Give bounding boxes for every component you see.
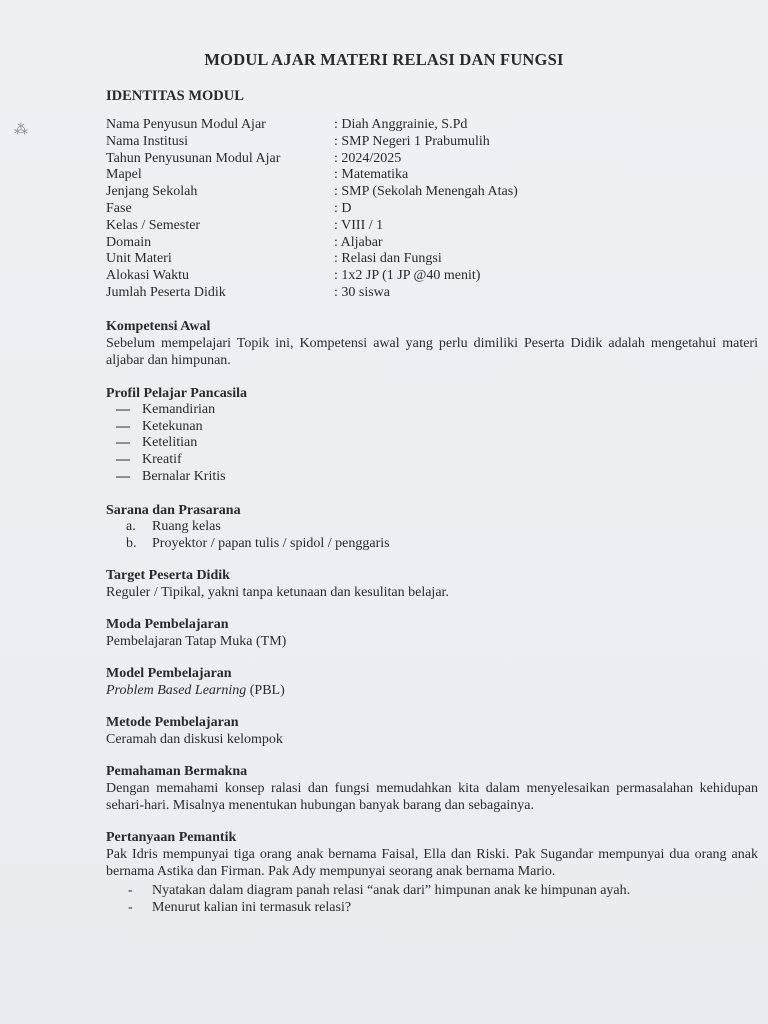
identitas-value: : Diah Anggrainie, S.Pd (334, 117, 468, 132)
profil-item (106, 419, 758, 436)
model-text-italic: Problem Based Learning (106, 683, 247, 699)
dash-bullet-icon: — (116, 452, 130, 468)
identitas-label: Alokasi Waktu (106, 268, 189, 284)
identitas-label: Unit Materi (106, 251, 172, 267)
identitas-label: Nama Penyusun Modul Ajar (106, 117, 266, 132)
moda-section (106, 616, 758, 650)
identitas-table (106, 117, 518, 302)
profil-list (106, 402, 758, 486)
profil-item-label: Kemandirian (142, 401, 216, 417)
profil-item-label: Kreatif (142, 452, 182, 468)
identitas-value: : D (334, 200, 352, 216)
identitas-value: : VIII / 1 (334, 217, 384, 233)
pertanyaan-item-label: Nyatakan dalam diagram panah relasi “anak dari” himpunan anak ke himpunan ayah. (152, 883, 631, 899)
dash-bullet-icon: — (116, 435, 130, 451)
pertanyaan-item (128, 899, 758, 916)
identitas-row (106, 201, 518, 218)
sarana-list (106, 519, 758, 553)
profil-item (106, 402, 758, 419)
dash-bullet-icon: - (128, 883, 133, 899)
kompetensi-awal-heading: Kompetensi Awal (106, 318, 211, 334)
identitas-row (106, 134, 518, 151)
identitas-value: : Relasi dan Fungsi (334, 251, 442, 267)
identitas-label: Kelas / Semester (106, 217, 201, 233)
model-text (106, 682, 758, 699)
profil-item (106, 452, 758, 469)
identitas-row (106, 167, 518, 184)
metode-text: Ceramah dan diskusi kelompok (106, 732, 283, 748)
identitas-value: : 2024/2025 (334, 150, 402, 166)
target-heading: Target Peserta Didik (106, 568, 230, 584)
identitas-value: : SMP (Sekolah Menengah Atas) (334, 184, 518, 200)
pertanyaan-list (106, 882, 758, 916)
identitas-value: : 1x2 JP (1 JP @40 menit) (334, 268, 481, 284)
document-body (106, 88, 758, 916)
identitas-row (106, 235, 518, 252)
sarana-item (126, 536, 758, 553)
dash-bullet-icon: - (128, 900, 133, 916)
identitas-label: Mapel (106, 167, 142, 183)
document-title: MODUL AJAR MATERI RELASI DAN FUNGSI (204, 50, 564, 69)
pertanyaan-heading: Pertanyaan Pemantik (106, 830, 237, 846)
identitas-row (106, 184, 518, 201)
identitas-row (106, 218, 518, 235)
identitas-label: Fase (106, 200, 132, 216)
identitas-row (106, 268, 518, 285)
paper-speck: ⁂ (14, 123, 28, 138)
target-text: Reguler / Tipikal, yakni tanpa ketunaan dan kesulitan belajar. (106, 585, 449, 601)
dash-bullet-icon: — (116, 418, 130, 434)
target-section (106, 567, 758, 601)
profil-item-label: Bernalar Kritis (142, 468, 226, 484)
profil-heading: Profil Pelajar Pancasila (106, 385, 248, 401)
identitas-label: Jenjang Sekolah (106, 184, 198, 200)
pemahaman-heading: Pemahaman Bermakna (106, 764, 248, 780)
pemahaman-text: Dengan memahami konsep ralasi dan fungsi memudahkan kita dalam menyelesaikan permasalahan kehidupan sehari-hari. Misalnya menentukan hubungan banyak barang dan sebagainya. (106, 781, 758, 814)
pemahaman-section (106, 763, 758, 814)
model-text-rest: (PBL) (246, 683, 285, 699)
profil-item-label: Ketekunan (142, 418, 203, 434)
identitas-row (106, 285, 518, 302)
sarana-item-label: Proyektor / papan tulis / spidol / penggaris (152, 535, 390, 551)
model-heading: Model Pembelajaran (106, 666, 232, 682)
identitas-heading: IDENTITAS MODUL (106, 88, 244, 104)
identitas-value: : Aljabar (334, 234, 383, 250)
sarana-section (106, 502, 758, 553)
identitas-label: Nama Institusi (106, 133, 189, 149)
kompetensi-awal-text: Sebelum mempelajari Topik ini, Kompetensi awal yang perlu dimiliki Peserta Didik adalah mengetahui materi aljabar dan himpunan. (106, 335, 758, 368)
profil-item (106, 469, 758, 486)
moda-text: Pembelajaran Tatap Muka (TM) (106, 634, 287, 650)
identitas-value: : SMP Negeri 1 Prabumulih (334, 133, 490, 149)
pertanyaan-item (128, 882, 758, 899)
sarana-item-marker: a. (126, 518, 136, 534)
identitas-label: Tahun Penyusunan Modul Ajar (106, 150, 281, 166)
metode-section (106, 714, 758, 748)
identitas-row (106, 151, 518, 168)
profil-item (106, 435, 758, 452)
sarana-item-marker: b. (126, 535, 137, 551)
identitas-row (106, 251, 518, 268)
dash-bullet-icon: — (116, 468, 130, 484)
model-section (106, 665, 758, 699)
pertanyaan-text: Pak Idris mempunyai tiga orang anak bernama Faisal, Ella dan Riski. Pak Sugandar mempunyai dua orang anak bernama Astika dan Firman. Pak Ady mempunyai seorang anak bernama Mario. (106, 847, 758, 880)
profil-section (106, 385, 758, 486)
sarana-heading: Sarana dan Prasarana (106, 502, 241, 518)
identitas-value: : 30 siswa (334, 284, 390, 300)
identitas-value: : Matematika (334, 167, 409, 183)
dash-bullet-icon: — (116, 401, 130, 417)
sarana-item (126, 519, 758, 536)
pertanyaan-section (106, 829, 758, 916)
profil-item-label: Ketelitian (142, 435, 198, 451)
kompetensi-awal-section (106, 318, 758, 369)
identitas-row (106, 117, 518, 134)
sarana-item-label: Ruang kelas (152, 518, 221, 534)
moda-heading: Moda Pembelajaran (106, 617, 229, 633)
identitas-label: Domain (106, 234, 152, 250)
identitas-label: Jumlah Peserta Didik (106, 284, 226, 300)
metode-heading: Metode Pembelajaran (106, 715, 239, 731)
pertanyaan-item-label: Menurut kalian ini termasuk relasi? (152, 900, 352, 916)
